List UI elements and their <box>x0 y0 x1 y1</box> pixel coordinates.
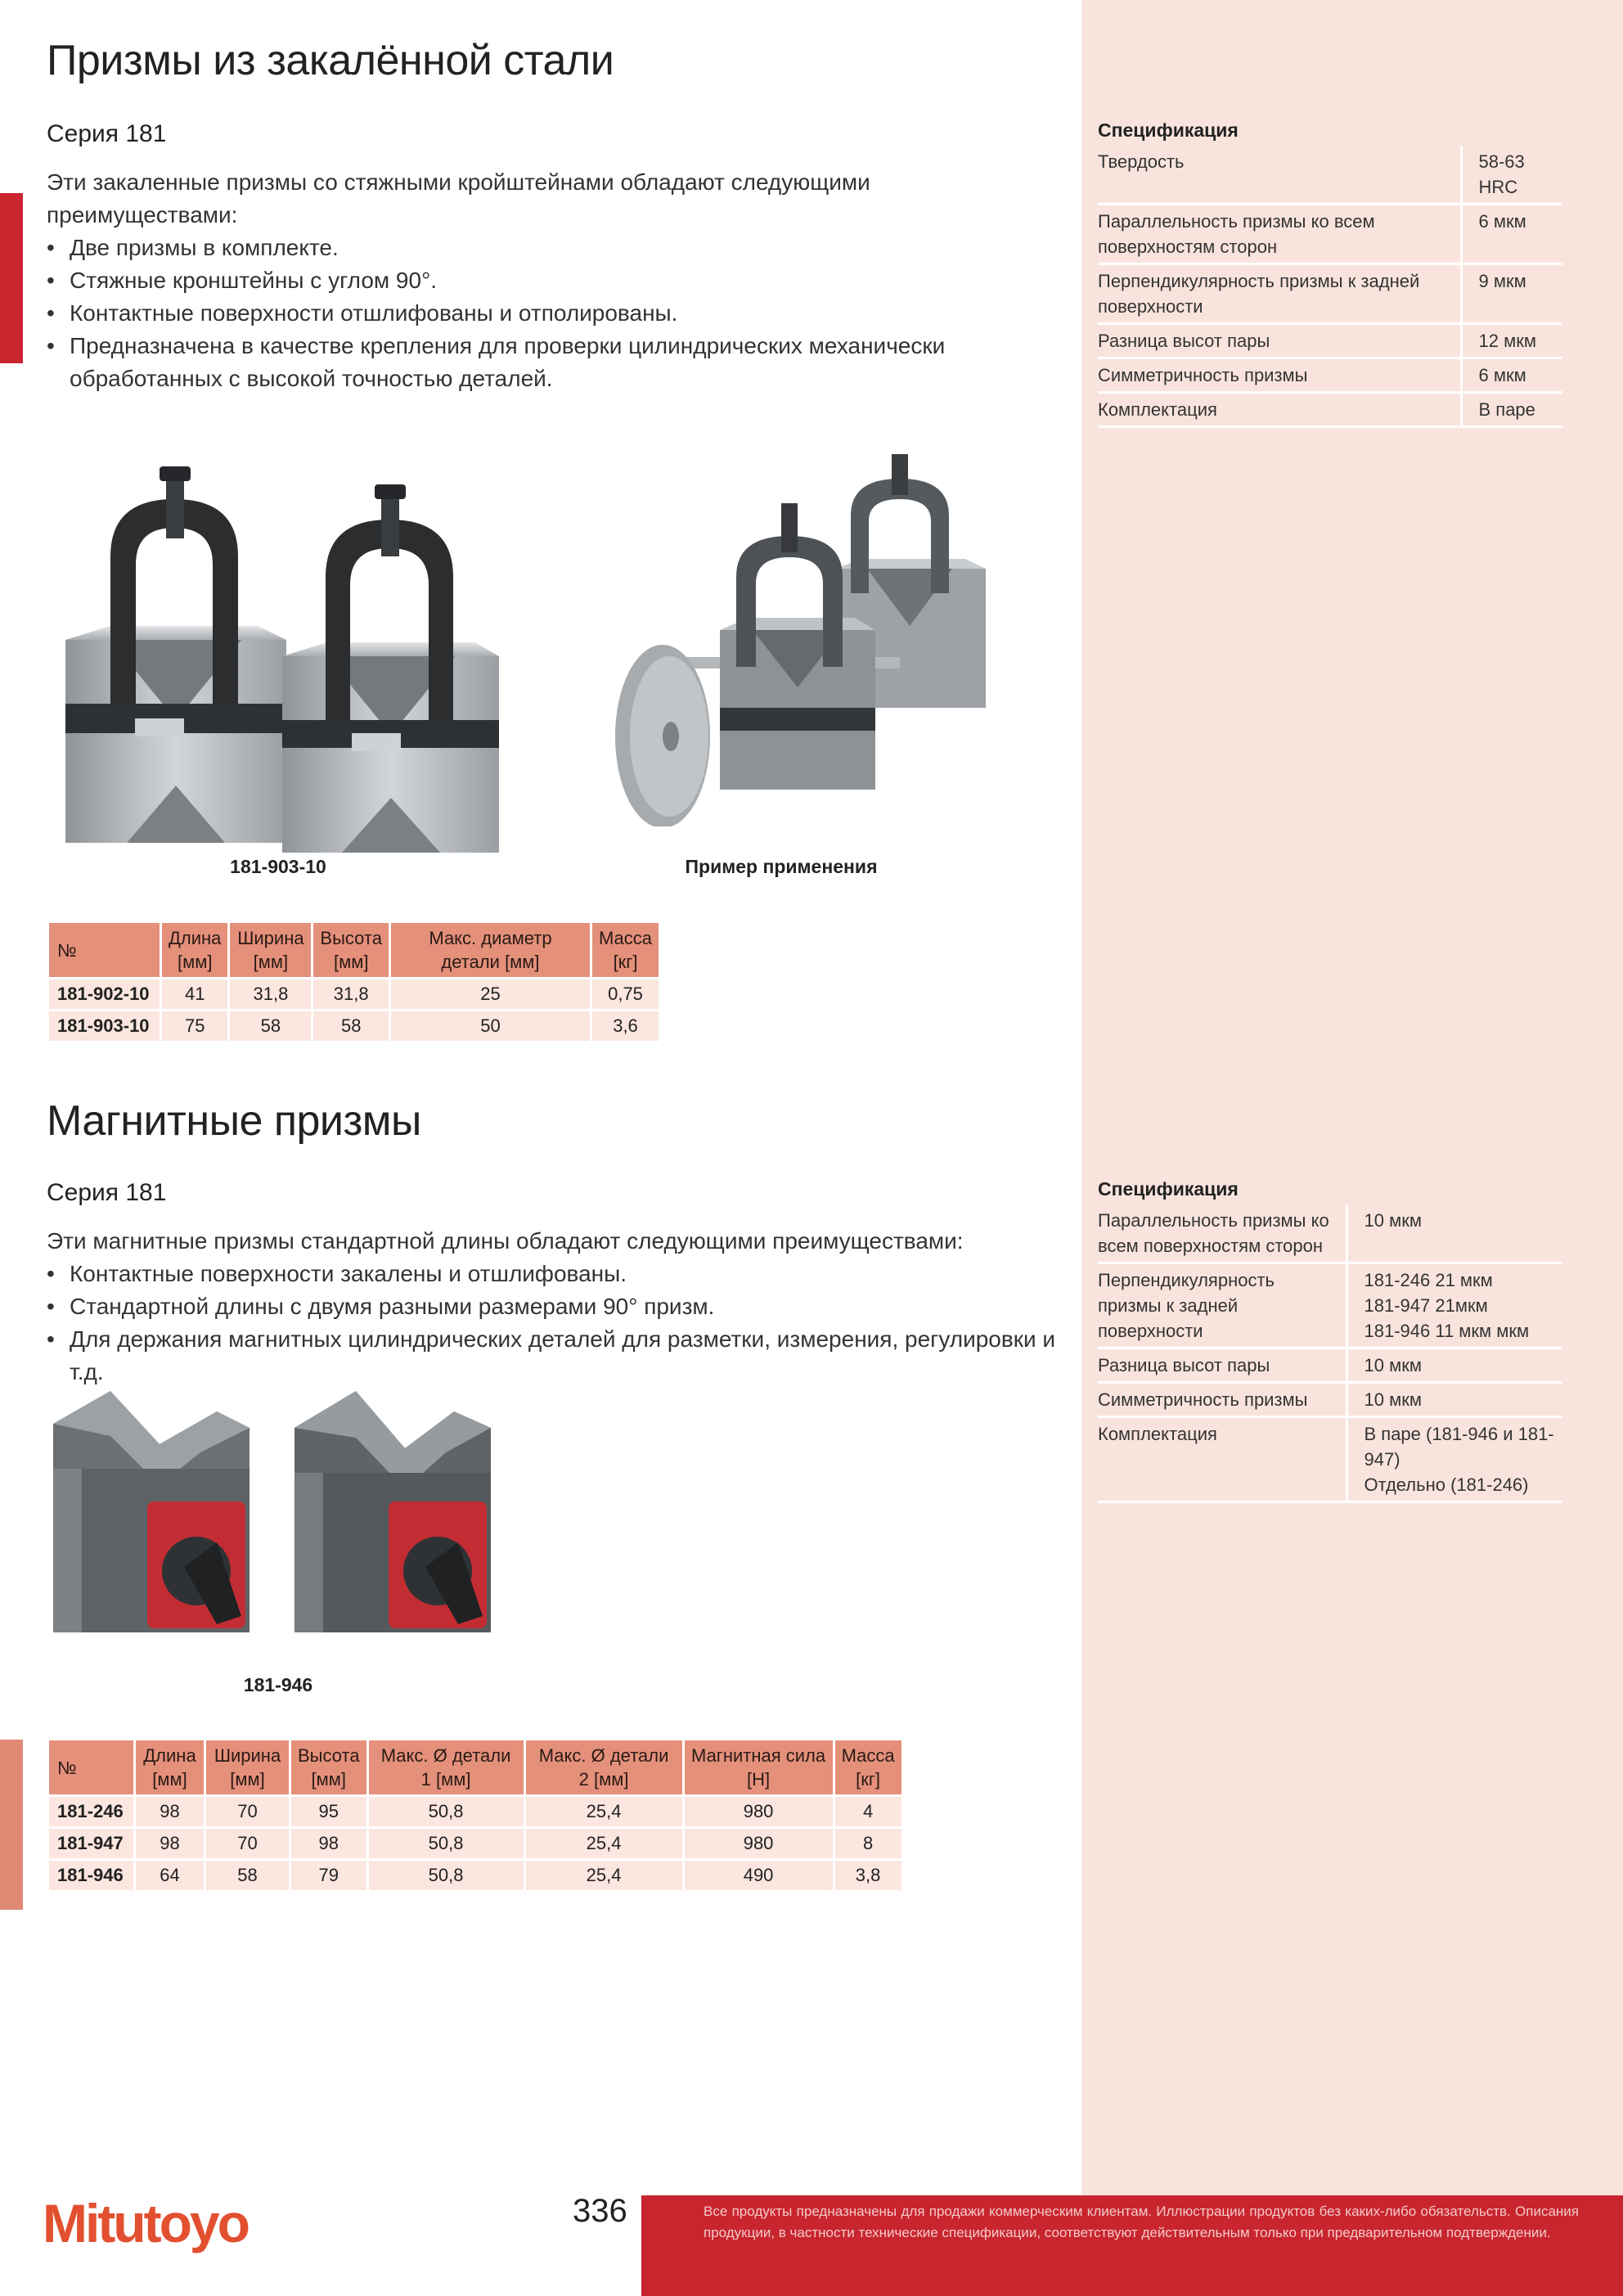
spec-key: Разница высот пары <box>1098 324 1461 358</box>
table-cell: 181-946 <box>48 1860 135 1892</box>
table-cell: 50,8 <box>367 1796 524 1828</box>
table-cell: 181-947 <box>48 1828 135 1860</box>
section2-spec-title: Спецификация <box>1098 1178 1239 1200</box>
column-header: Макс. диаметр детали [мм] <box>389 922 591 979</box>
spec-row <box>1098 205 1562 264</box>
table-row <box>48 1796 903 1828</box>
application-example-photo <box>605 454 1014 826</box>
spec-value: 6 мкм <box>1461 205 1562 264</box>
list-item: • Предназначена в качестве крепления для проверки цилиндрических механически обработанных с высокой точностью деталей. <box>47 330 1061 395</box>
page-number: 336 <box>573 2193 627 2229</box>
table-cell: 980 <box>683 1796 834 1828</box>
magnetic-v-block-photo <box>45 1379 515 1669</box>
column-header: Ширина [мм] <box>229 922 312 979</box>
section2-intro: Эти магнитные призмы стандартной длины обладают следующими преимуществами: <box>47 1228 964 1254</box>
spec-key: Комплектация <box>1098 393 1461 427</box>
table-cell: 181-902-10 <box>48 979 161 1011</box>
table-cell: 181-246 <box>48 1796 135 1828</box>
table-cell: 58 <box>205 1860 290 1892</box>
section1-spec-title: Спецификация <box>1098 119 1239 141</box>
table-cell: 75 <box>161 1011 229 1042</box>
column-header: Макс. Ø детали 2 [мм] <box>524 1740 683 1796</box>
spec-key: Перпендикулярность призмы к задней поверхности <box>1098 1263 1347 1348</box>
spec-row <box>1098 146 1562 205</box>
table-cell: 25,4 <box>524 1860 683 1892</box>
list-item: • Контактные поверхности закалены и отшлифованы. <box>47 1258 1061 1290</box>
section1-bullet-list <box>47 232 1061 395</box>
column-header: Магнитная сила [Н] <box>683 1740 834 1796</box>
table-cell: 50,8 <box>367 1860 524 1892</box>
list-item: • Стандартной длины с двумя разными размерами 90° призм. <box>47 1290 1061 1323</box>
section1-spec-table <box>1098 146 1562 428</box>
spec-value: 9 мкм <box>1461 264 1562 324</box>
mitutoyo-logo <box>43 2191 304 2257</box>
table-cell: 31,8 <box>312 979 390 1011</box>
footer-disclaimer: Все продукты предназначены для продажи коммерческим клиентам. Иллюстрации продуктов без каких-либо обязательств. Описания продукции, в частности технические спецификации, соответствуют действительным только при предварительном подтверждении. <box>704 2204 1579 2240</box>
table-cell: 490 <box>683 1860 834 1892</box>
spec-row <box>1098 1204 1562 1263</box>
section1-series: Серия 181 <box>47 120 167 147</box>
spec-row <box>1098 1263 1562 1348</box>
application-caption: Пример применения <box>685 856 878 877</box>
spec-row <box>1098 1383 1562 1417</box>
table-cell: 98 <box>135 1828 205 1860</box>
v-block-pair-photo <box>45 458 511 855</box>
spec-value: В паре <box>1461 393 1562 427</box>
spec-value: 6 мкм <box>1461 358 1562 393</box>
list-item: • Стяжные кронштейны с углом 90°. <box>47 264 1061 297</box>
table-cell: 980 <box>683 1828 834 1860</box>
table-cell: 58 <box>229 1011 312 1042</box>
section1-data-table <box>47 921 661 1043</box>
table-row <box>48 1828 903 1860</box>
product-caption: 181-946 <box>243 1674 313 1695</box>
spec-value: 10 мкм <box>1347 1348 1562 1383</box>
spec-key: Разница высот пары <box>1098 1348 1347 1383</box>
table-cell: 50 <box>389 1011 591 1042</box>
list-item: • Для держания магнитных цилиндрических деталей для разметки, измерения, регулировки и т.д. <box>47 1323 1061 1389</box>
column-header: Макс. Ø детали 1 [мм] <box>367 1740 524 1796</box>
spec-value: В паре (181-946 и 181-947) Отдельно (181-246) <box>1347 1417 1562 1502</box>
spec-value: 10 мкм <box>1347 1204 1562 1263</box>
section2-bullet-list <box>47 1258 1061 1389</box>
spec-key: Перпендикулярность призмы к задней поверхности <box>1098 264 1461 324</box>
column-header: Длина [мм] <box>135 1740 205 1796</box>
table-cell: 25,4 <box>524 1828 683 1860</box>
spec-key: Параллельность призмы ко всем поверхностям сторон <box>1098 1204 1347 1263</box>
table-cell: 8 <box>834 1828 902 1860</box>
table-row <box>48 1011 660 1042</box>
table-cell: 70 <box>205 1828 290 1860</box>
table-cell: 0,75 <box>591 979 659 1011</box>
spec-key: Твердость <box>1098 146 1461 205</box>
table-cell: 3,8 <box>834 1860 902 1892</box>
spec-value: 10 мкм <box>1347 1383 1562 1417</box>
column-header: Высота [мм] <box>312 922 390 979</box>
product-caption: 181-903-10 <box>230 856 326 877</box>
section-marker-salmon <box>0 1740 23 1910</box>
table-cell: 181-903-10 <box>48 1011 161 1042</box>
spec-key: Параллельность призмы ко всем поверхностям сторон <box>1098 205 1461 264</box>
spec-row <box>1098 1348 1562 1383</box>
spec-row <box>1098 1417 1562 1502</box>
table-cell: 41 <box>161 979 229 1011</box>
column-header: Ширина [мм] <box>205 1740 290 1796</box>
column-header: Масса [кг] <box>591 922 659 979</box>
table-row <box>48 979 660 1011</box>
section1-title: Призмы из закалённой стали <box>47 37 614 84</box>
spec-row <box>1098 264 1562 324</box>
table-cell: 4 <box>834 1796 902 1828</box>
section2-spec-table <box>1098 1204 1562 1503</box>
table-header-row <box>48 1740 903 1796</box>
spec-row <box>1098 358 1562 393</box>
section2-series: Серия 181 <box>47 1179 167 1206</box>
table-header-row <box>48 922 660 979</box>
table-cell: 98 <box>290 1828 368 1860</box>
spec-row <box>1098 393 1562 427</box>
spec-key: Симметричность призмы <box>1098 1383 1347 1417</box>
list-item: • Две призмы в комплекте. <box>47 232 1061 264</box>
spec-value: 58-63 HRC <box>1461 146 1562 205</box>
column-header: № <box>48 922 161 979</box>
column-header: Длина [мм] <box>161 922 229 979</box>
table-cell: 98 <box>135 1796 205 1828</box>
table-cell: 70 <box>205 1796 290 1828</box>
spec-key: Симметричность призмы <box>1098 358 1461 393</box>
spec-row <box>1098 324 1562 358</box>
table-cell: 50,8 <box>367 1828 524 1860</box>
table-cell: 31,8 <box>229 979 312 1011</box>
table-cell: 58 <box>312 1011 390 1042</box>
table-cell: 79 <box>290 1860 368 1892</box>
table-cell: 64 <box>135 1860 205 1892</box>
table-cell: 3,6 <box>591 1011 659 1042</box>
spec-value: 12 мкм <box>1461 324 1562 358</box>
spec-value: 181-246 21 мкм 181-947 21мкм 181-946 11 мкм мкм <box>1347 1263 1562 1348</box>
list-item: • Контактные поверхности отшлифованы и отполированы. <box>47 297 1061 330</box>
table-cell: 25 <box>389 979 591 1011</box>
section2-title: Магнитные призмы <box>47 1097 421 1145</box>
column-header: Высота [мм] <box>290 1740 368 1796</box>
table-cell: 25,4 <box>524 1796 683 1828</box>
table-cell: 95 <box>290 1796 368 1828</box>
column-header: № <box>48 1740 135 1796</box>
logo-wordmark: Mitutoyo <box>43 2193 248 2253</box>
spec-key: Комплектация <box>1098 1417 1347 1502</box>
section2-data-table <box>47 1738 904 1893</box>
section1-intro: Эти закаленные призмы со стяжными кройштейнами обладают следующими преимуществами: <box>47 169 870 227</box>
column-header: Масса [кг] <box>834 1740 902 1796</box>
table-row <box>48 1860 903 1892</box>
section-marker-red <box>0 193 23 363</box>
